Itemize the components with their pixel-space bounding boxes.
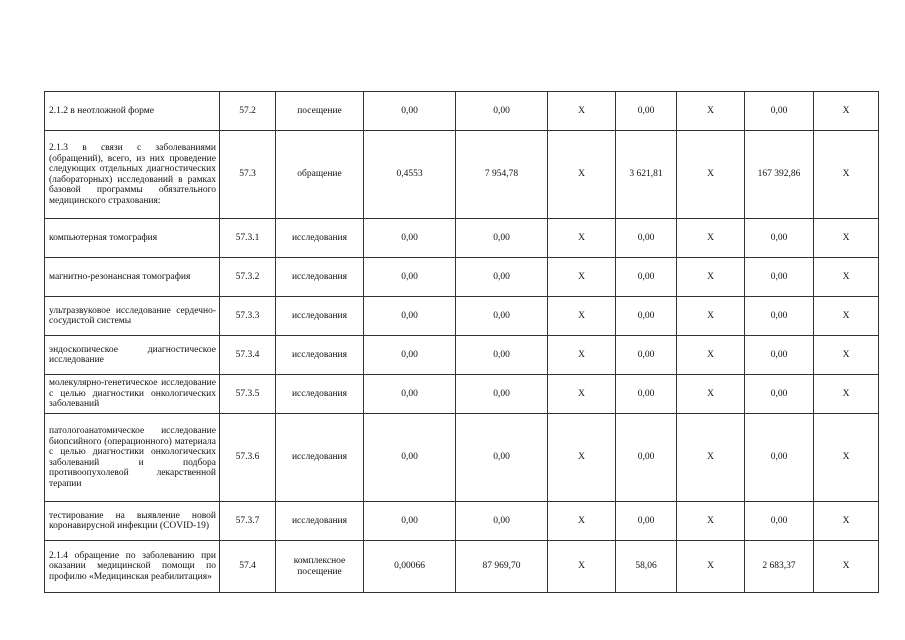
row-name-cell: эндоскопическое диагностическое исследование	[45, 336, 220, 375]
row-unit-cell: исследования	[276, 414, 364, 502]
row-value-4-cell: 0,00	[616, 336, 677, 375]
row-code-cell: 57.2	[220, 92, 276, 131]
table-row	[45, 131, 879, 219]
row-value-6-cell: 0,00	[745, 219, 814, 258]
row-name-cell: 2.1.3 в связи с заболеваниями (обращений), всего, из них проведение следующих отдельных диагностических (лабораторных) исследований в рамках базовой программы обязательного медицинского страхования:	[45, 131, 220, 219]
row-value-6-cell: 0,00	[745, 297, 814, 336]
row-value-3-cell: X	[548, 131, 616, 219]
row-value-4-cell: 58,06	[616, 541, 677, 593]
row-value-7-cell: X	[814, 541, 879, 593]
row-name-cell: молекулярно-генетическое исследование с целью диагностики онкологических заболеваний	[45, 375, 220, 414]
table-body	[45, 92, 879, 593]
row-value-6-cell: 2 683,37	[745, 541, 814, 593]
row-value-4-cell: 0,00	[616, 375, 677, 414]
row-value-2-cell: 87 969,70	[456, 541, 548, 593]
row-value-1-cell: 0,00	[364, 92, 456, 131]
row-name-cell: тестирование на выявление новой коронавирусной инфекции (COVID-19)	[45, 502, 220, 541]
row-value-2-cell: 0,00	[456, 414, 548, 502]
row-code-cell: 57.3.2	[220, 258, 276, 297]
row-value-7-cell: X	[814, 502, 879, 541]
row-value-2-cell: 0,00	[456, 502, 548, 541]
row-value-5-cell: X	[677, 336, 745, 375]
row-value-4-cell: 0,00	[616, 92, 677, 131]
row-value-5-cell: X	[677, 131, 745, 219]
table-row	[45, 297, 879, 336]
row-value-3-cell: X	[548, 336, 616, 375]
row-value-5-cell: X	[677, 375, 745, 414]
row-value-6-cell: 0,00	[745, 336, 814, 375]
row-value-3-cell: X	[548, 375, 616, 414]
row-value-5-cell: X	[677, 414, 745, 502]
row-value-1-cell: 0,00	[364, 502, 456, 541]
row-value-2-cell: 0,00	[456, 258, 548, 297]
row-value-2-cell: 0,00	[456, 375, 548, 414]
row-value-5-cell: X	[677, 297, 745, 336]
row-value-6-cell: 0,00	[745, 375, 814, 414]
row-value-5-cell: X	[677, 219, 745, 258]
row-code-cell: 57.3.5	[220, 375, 276, 414]
table-row	[45, 375, 879, 414]
table-row	[45, 502, 879, 541]
row-value-2-cell: 0,00	[456, 92, 548, 131]
row-value-4-cell: 0,00	[616, 219, 677, 258]
row-value-2-cell: 0,00	[456, 219, 548, 258]
table-row	[45, 541, 879, 593]
row-unit-cell: посещение	[276, 92, 364, 131]
row-unit-cell: исследования	[276, 258, 364, 297]
row-unit-cell: обращение	[276, 131, 364, 219]
table-row	[45, 219, 879, 258]
row-value-6-cell: 0,00	[745, 258, 814, 297]
row-value-7-cell: X	[814, 92, 879, 131]
row-unit-cell: исследования	[276, 502, 364, 541]
row-value-5-cell: X	[677, 502, 745, 541]
row-value-4-cell: 0,00	[616, 297, 677, 336]
row-value-7-cell: X	[814, 131, 879, 219]
row-name-cell: магнитно-резонансная томография	[45, 258, 220, 297]
row-value-5-cell: X	[677, 92, 745, 131]
row-value-6-cell: 167 392,86	[745, 131, 814, 219]
row-value-3-cell: X	[548, 414, 616, 502]
row-unit-cell: исследования	[276, 297, 364, 336]
row-unit-cell: исследования	[276, 336, 364, 375]
row-unit-cell: исследования	[276, 219, 364, 258]
data-table	[44, 91, 879, 593]
table-row	[45, 336, 879, 375]
row-unit-cell: комплексное посещение	[276, 541, 364, 593]
row-value-4-cell: 3 621,81	[616, 131, 677, 219]
row-value-2-cell: 0,00	[456, 297, 548, 336]
row-value-7-cell: X	[814, 375, 879, 414]
row-value-7-cell: X	[814, 258, 879, 297]
row-value-6-cell: 0,00	[745, 414, 814, 502]
row-value-2-cell: 0,00	[456, 336, 548, 375]
row-value-1-cell: 0,00	[364, 336, 456, 375]
row-value-6-cell: 0,00	[745, 502, 814, 541]
row-value-3-cell: X	[548, 541, 616, 593]
row-value-7-cell: X	[814, 336, 879, 375]
row-unit-cell: исследования	[276, 375, 364, 414]
row-value-4-cell: 0,00	[616, 258, 677, 297]
row-value-4-cell: 0,00	[616, 414, 677, 502]
row-value-2-cell: 7 954,78	[456, 131, 548, 219]
row-name-cell: патологоанатомическое исследование биопсийного (операционного) материала с целью диагностики онкологических заболеваний и подбора противоопухолевой лекарственной терапии	[45, 414, 220, 502]
row-value-3-cell: X	[548, 297, 616, 336]
row-code-cell: 57.3.7	[220, 502, 276, 541]
table-row	[45, 92, 879, 131]
table-row	[45, 414, 879, 502]
row-value-3-cell: X	[548, 258, 616, 297]
row-value-1-cell: 0,00	[364, 258, 456, 297]
row-code-cell: 57.3	[220, 131, 276, 219]
row-name-cell: компьютерная томография	[45, 219, 220, 258]
row-value-7-cell: X	[814, 414, 879, 502]
row-value-7-cell: X	[814, 297, 879, 336]
row-code-cell: 57.3.3	[220, 297, 276, 336]
row-name-cell: ультразвуковое исследование сердечно-сосудистой системы	[45, 297, 220, 336]
row-code-cell: 57.3.1	[220, 219, 276, 258]
row-name-cell: 2.1.2 в неотложной форме	[45, 92, 220, 131]
row-value-1-cell: 0,00	[364, 219, 456, 258]
row-value-1-cell: 0,00	[364, 297, 456, 336]
row-value-1-cell: 0,00066	[364, 541, 456, 593]
row-name-cell: 2.1.4 обращение по заболеванию при оказании медицинской помощи по профилю «Медицинская реабилитация»	[45, 541, 220, 593]
row-value-3-cell: X	[548, 92, 616, 131]
row-value-6-cell: 0,00	[745, 92, 814, 131]
row-value-5-cell: X	[677, 541, 745, 593]
row-code-cell: 57.3.6	[220, 414, 276, 502]
row-value-3-cell: X	[548, 219, 616, 258]
row-code-cell: 57.4	[220, 541, 276, 593]
row-value-1-cell: 0,00	[364, 375, 456, 414]
row-value-1-cell: 0,4553	[364, 131, 456, 219]
row-value-4-cell: 0,00	[616, 502, 677, 541]
row-value-7-cell: X	[814, 219, 879, 258]
row-code-cell: 57.3.4	[220, 336, 276, 375]
row-value-5-cell: X	[677, 258, 745, 297]
row-value-3-cell: X	[548, 502, 616, 541]
row-value-1-cell: 0,00	[364, 414, 456, 502]
table-row	[45, 258, 879, 297]
